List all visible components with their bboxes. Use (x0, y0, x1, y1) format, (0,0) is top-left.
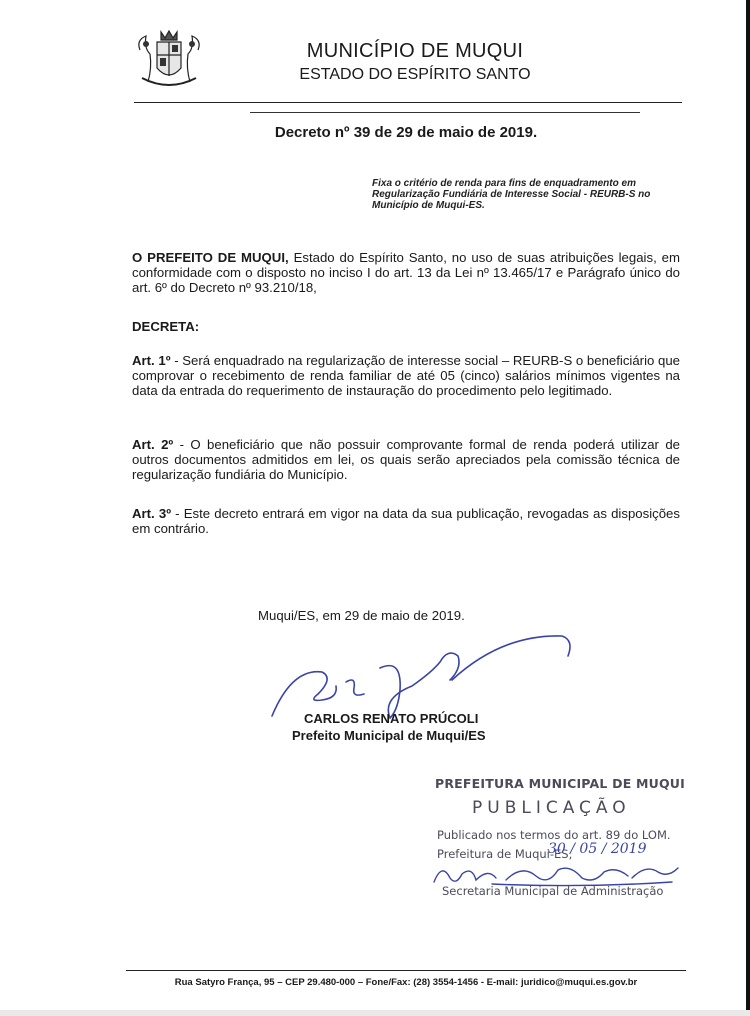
coat-of-arms-icon (132, 28, 206, 92)
article-1-label: Art. 1º (132, 353, 171, 368)
header-rule (134, 102, 682, 103)
article-3-text: - Este decreto entrará em vigor na data da sua publicação, revogadas as disposições em contrário. (132, 506, 680, 536)
signer-name: CARLOS RENATO PRÚCOLI (304, 711, 479, 726)
article-1 (132, 353, 680, 398)
footer-address: Rua Satyro França, 95 – CEP 29.480-000 – Fone/Fax: (28) 3554-1456 - E-mail: juridico@muqui.es.gov.br (174, 977, 638, 988)
stamp-handwritten-date: 30 / 05 / 2019 (548, 841, 647, 857)
header-rule-secondary (250, 112, 640, 113)
mayor-signature (262, 628, 582, 720)
stamp-header: PREFEITURA MUNICIPAL DE MUQUI (435, 776, 685, 791)
signer-role: Prefeito Municipal de Muqui/ES (292, 728, 486, 743)
article-3-label: Art. 3º (132, 506, 172, 521)
stamp-title: PUBLICAÇÃO (472, 798, 631, 818)
decreta-heading: DECRETA: (132, 319, 200, 334)
scan-edge-right (746, 0, 750, 1016)
intro-bold: O PREFEITO DE MUQUI, (132, 250, 289, 265)
article-1-text: - Será enquadrado na regularização de interesse social – REURB-S o beneficiário que comprovar o recebimento de renda familiar de até 05 (cinco) salários mínimos vigentes na data da entrada do requerimento de instauração do procedimento pelo legitimado. (132, 353, 681, 398)
stamp-department: Secretaria Municipal de Administração (442, 884, 664, 898)
intro-paragraph (132, 250, 680, 295)
article-2-label: Art. 2º (132, 437, 174, 452)
decree-title: Decreto nº 39 de 29 de maio de 2019. (274, 124, 538, 141)
article-3 (132, 506, 680, 536)
article-2 (132, 437, 680, 482)
scan-edge-bottom (0, 1010, 750, 1016)
municipality-title: MUNICÍPIO DE MUQUI (306, 40, 524, 62)
footer-rule (126, 970, 686, 971)
publication-stamp (432, 776, 692, 904)
stamp-place: Prefeitura de Muqui-ES, (437, 847, 573, 861)
place-date: Muqui/ES, em 29 de maio de 2019. (258, 608, 465, 623)
decree-ementa: Fixa o critério de renda para fins de enquadramento em Regularização Fundiária de Interesse Social - REURB-S no Município de Muqui-ES. (372, 178, 651, 211)
stamp-legal-note: Publicado nos termos do art. 89 do LOM. (437, 828, 671, 842)
article-2-text: - O beneficiário que não possuir comprovante formal de renda poderá utilizar de outros documentos admitidos em lei, os quais serão apreciados pela comissão técnica de regularização fundiária do Município. (132, 437, 680, 482)
intro-text: Estado do Espírito Santo, no uso de suas atribuições legais, em conformidade com o disposto no inciso I do art. 13 da Lei nº 13.465/17 e Parágrafo único do art. 6º do Decreto nº 93.210/18, (132, 250, 680, 295)
state-subtitle: ESTADO DO ESPÍRITO SANTO (299, 66, 531, 83)
